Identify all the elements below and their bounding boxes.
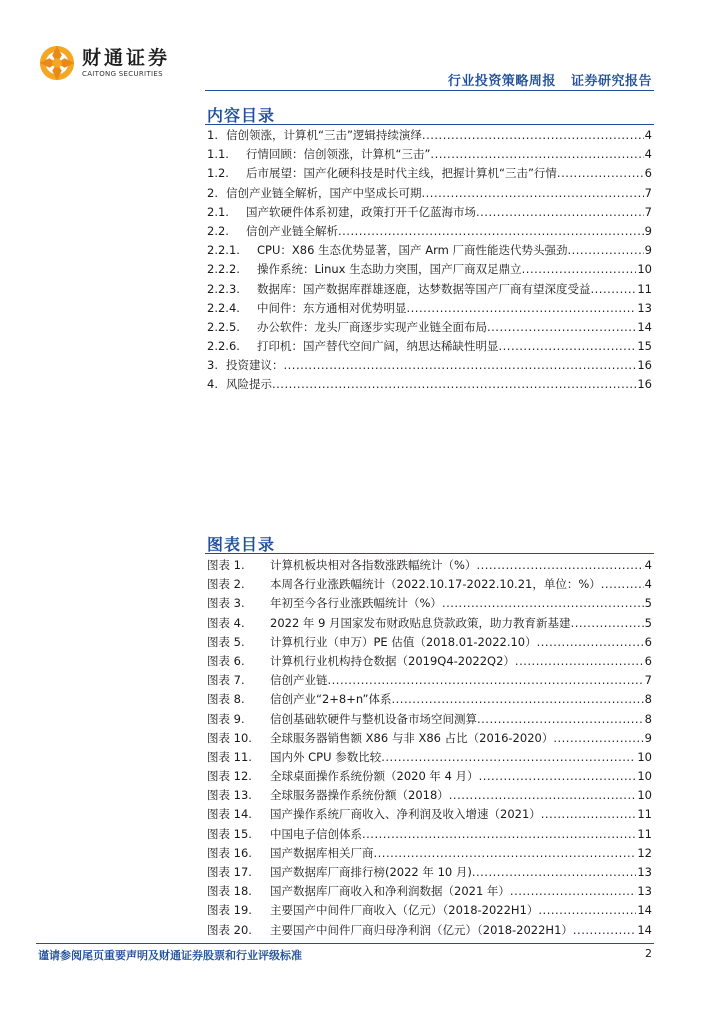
dot-leader bbox=[442, 594, 644, 613]
figure-entry[interactable] bbox=[207, 633, 652, 652]
toc-entry-page: 13 bbox=[637, 300, 652, 315]
toc-list bbox=[207, 126, 652, 395]
toc-entry-title: 中间件：东方通相对优势明显 bbox=[257, 300, 407, 315]
toc-entry-number: 2.2.4. bbox=[207, 300, 240, 315]
logo-english-name: CAITONG SECURITIES bbox=[82, 70, 163, 78]
toc-entry[interactable] bbox=[207, 145, 652, 164]
figure-title: 信创产业链 bbox=[270, 673, 328, 688]
dot-leader bbox=[541, 805, 637, 824]
toc-entry-title: 打印机：国产替代空间广阔，纳思达稀缺性明显 bbox=[257, 339, 499, 354]
figure-entry[interactable] bbox=[207, 575, 652, 594]
dot-leader bbox=[591, 280, 637, 299]
figure-title: 全球桌面操作系统份额（2020 年 4 月） bbox=[270, 769, 479, 784]
figure-entry[interactable] bbox=[207, 710, 652, 729]
toc-entry[interactable] bbox=[207, 280, 652, 299]
figure-title: 国内外 CPU 参数比较 bbox=[270, 749, 382, 764]
figure-title: 主要国产中间件厂商归母净利润（亿元）（2018-2022H1） bbox=[270, 922, 573, 937]
figure-number: 图表 13. bbox=[207, 788, 252, 803]
dot-leader bbox=[284, 356, 637, 375]
figure-entry[interactable] bbox=[207, 748, 652, 767]
figures-title: 图表目录 bbox=[207, 535, 276, 554]
toc-entry-page: 9 bbox=[644, 223, 652, 238]
toc-entry-title: 后市展望：国产化硬科技是时代主线，把握计算机“三击”行情 bbox=[246, 166, 557, 181]
figure-entry[interactable] bbox=[207, 614, 652, 633]
toc-entry-title: 风险提示 bbox=[226, 377, 272, 392]
dot-leader bbox=[328, 671, 644, 690]
dot-leader bbox=[477, 710, 644, 729]
figure-title: 计算机板块相对各指数涨跌幅统计（%） bbox=[270, 558, 477, 572]
figure-entry[interactable] bbox=[207, 921, 652, 940]
toc-entry-title: 操作系统：Linux 生态助力突围，国产厂商双足鼎立 bbox=[257, 262, 522, 277]
toc-entry[interactable] bbox=[207, 164, 652, 183]
dot-leader bbox=[499, 337, 637, 356]
dot-leader bbox=[422, 126, 644, 145]
figure-page-number: 5 bbox=[644, 615, 652, 630]
dot-leader bbox=[407, 299, 637, 318]
figure-title: 信创产业“2+8+n”体系 bbox=[270, 692, 392, 707]
toc-entry[interactable] bbox=[207, 203, 652, 222]
toc-entry[interactable] bbox=[207, 375, 652, 394]
dot-leader bbox=[430, 145, 643, 164]
toc-title: 内容目录 bbox=[207, 106, 276, 125]
toc-entry-number: 2. bbox=[207, 185, 218, 200]
figure-number: 图表 19. bbox=[207, 903, 252, 918]
figure-title: 信创基础软硬件与整机设备市场空间测算 bbox=[270, 711, 477, 726]
figure-entry[interactable] bbox=[207, 652, 652, 671]
toc-entry[interactable] bbox=[207, 299, 652, 318]
figure-page-number: 14 bbox=[637, 922, 652, 937]
figure-entry[interactable] bbox=[207, 690, 652, 709]
toc-entry-number: 1. bbox=[207, 128, 218, 142]
figure-page-number: 6 bbox=[644, 653, 652, 668]
toc-entry-page: 16 bbox=[637, 358, 652, 373]
header-divider bbox=[205, 90, 654, 91]
toc-entry-number: 3. bbox=[207, 358, 218, 373]
toc-entry[interactable] bbox=[207, 356, 652, 375]
figure-title: 本周各行业涨跌幅统计（2022.10.17-2022.10.21，单位：%） bbox=[270, 577, 601, 592]
dot-leader bbox=[476, 556, 643, 575]
figure-number: 图表 17. bbox=[207, 865, 252, 879]
toc-entry[interactable] bbox=[207, 222, 652, 241]
toc-entry-number: 1.1. bbox=[207, 147, 229, 162]
figure-number: 图表 4. bbox=[207, 615, 245, 630]
figure-number: 图表 5. bbox=[207, 634, 245, 649]
toc-entry-page: 4 bbox=[644, 147, 652, 162]
toc-entry-number: 2.2.3. bbox=[207, 281, 240, 296]
figure-entry[interactable] bbox=[207, 844, 652, 863]
figure-page-number: 9 bbox=[644, 730, 652, 745]
figure-page-number: 7 bbox=[644, 673, 652, 688]
figure-title: 主要国产中间件厂商收入（亿元）（2018-2022H1） bbox=[270, 903, 539, 918]
dot-leader bbox=[571, 614, 644, 633]
dot-leader bbox=[381, 748, 636, 767]
dot-leader bbox=[553, 729, 643, 748]
figure-page-number: 14 bbox=[637, 903, 652, 918]
toc-entry-page: 9 bbox=[644, 243, 652, 258]
toc-entry-number: 2.2.2. bbox=[207, 262, 240, 277]
figure-title: 计算机行业（申万）PE 估值（2018.01-2022.10） bbox=[270, 634, 537, 649]
figure-number: 图表 10. bbox=[207, 730, 252, 745]
dot-leader bbox=[272, 375, 636, 394]
page-number: 2 bbox=[645, 947, 652, 960]
footer-disclaimer: 谨请参阅尾页重要声明及财通证券股票和行业评级标准 bbox=[38, 949, 302, 962]
dot-leader bbox=[537, 633, 644, 652]
figure-page-number: 5 bbox=[644, 596, 652, 611]
dot-leader bbox=[567, 241, 643, 260]
figure-entry[interactable] bbox=[207, 671, 652, 690]
figure-page-number: 4 bbox=[644, 558, 652, 572]
figure-entry[interactable] bbox=[207, 901, 652, 920]
figure-entry[interactable] bbox=[207, 767, 652, 786]
figure-title: 中国电子信创体系 bbox=[270, 826, 362, 841]
figure-entry[interactable] bbox=[207, 825, 652, 844]
toc-entry[interactable] bbox=[207, 337, 652, 356]
figures-divider bbox=[205, 553, 654, 554]
figure-title: 2022 年 9 月国家发布财政贴息贷款政策，助力教育新基建 bbox=[270, 615, 571, 630]
figure-entry[interactable] bbox=[207, 882, 652, 901]
figure-entry[interactable] bbox=[207, 729, 652, 748]
figure-title: 国产数据库相关厂商 bbox=[270, 845, 374, 860]
toc-entry-page: 11 bbox=[637, 281, 652, 296]
dot-leader bbox=[601, 575, 644, 594]
figure-title: 国产数据库厂商收入和净利润数据（2021 年） bbox=[270, 884, 510, 899]
toc-entry-title: 国产软硬件体系初建，政策打开千亿蓝海市场 bbox=[246, 204, 476, 219]
figure-number: 图表 2. bbox=[207, 577, 245, 592]
figure-page-number: 4 bbox=[644, 577, 652, 592]
logo-chinese-name: 财通证券 bbox=[82, 47, 171, 69]
company-logo bbox=[38, 44, 170, 82]
dot-leader bbox=[538, 901, 636, 920]
figure-entry[interactable] bbox=[207, 786, 652, 805]
toc-entry-number: 2.2.6. bbox=[207, 339, 240, 354]
figure-page-number: 8 bbox=[644, 692, 652, 707]
toc-entry-title: 办公软件：龙头厂商逐步实现产业链全面布局 bbox=[257, 319, 487, 334]
toc-entry-title: 信创产业链全解析，国产中坚成长可期 bbox=[226, 185, 422, 200]
dot-leader bbox=[449, 786, 637, 805]
report-type: 行业投资策略周报 证券研究报告 bbox=[447, 74, 652, 89]
caitong-logo-icon bbox=[38, 44, 76, 82]
footer-divider bbox=[36, 943, 654, 944]
figure-page-number: 10 bbox=[637, 769, 652, 784]
figure-number: 图表 20. bbox=[207, 922, 252, 937]
figure-number: 图表 9. bbox=[207, 711, 245, 726]
dot-leader bbox=[515, 652, 644, 671]
figures-list bbox=[207, 556, 652, 940]
toc-divider bbox=[205, 124, 654, 125]
toc-entry-number: 4. bbox=[207, 377, 218, 392]
figure-page-number: 13 bbox=[637, 884, 652, 899]
figure-title: 国产操作系统厂商收入、净利润及收入增速（2021） bbox=[270, 807, 541, 822]
toc-entry-page: 15 bbox=[637, 339, 652, 354]
toc-entry-title: 信创领涨，计算机“三击”逻辑持续演绎 bbox=[226, 128, 422, 142]
figure-number: 图表 16. bbox=[207, 845, 252, 860]
dot-leader bbox=[374, 844, 637, 863]
toc-entry-title: CPU：X86 生态优势显著，国产 Arm 厂商性能迭代势头强劲 bbox=[257, 243, 568, 258]
figure-number: 图表 7. bbox=[207, 673, 245, 688]
toc-entry[interactable] bbox=[207, 318, 652, 337]
toc-entry-number: 2.2. bbox=[207, 223, 229, 238]
toc-entry-title: 投资建议： bbox=[226, 358, 284, 373]
figure-number: 图表 14. bbox=[207, 807, 252, 822]
dot-leader bbox=[362, 825, 636, 844]
figure-page-number: 10 bbox=[637, 749, 652, 764]
figure-page-number: 6 bbox=[644, 634, 652, 649]
figure-page-number: 11 bbox=[637, 807, 652, 822]
dot-leader bbox=[422, 184, 644, 203]
toc-entry-page: 7 bbox=[644, 204, 652, 219]
dot-leader bbox=[557, 164, 644, 183]
toc-entry[interactable] bbox=[207, 184, 652, 203]
figure-title: 全球服务器销售额 X86 与非 X86 占比（2016-2020） bbox=[270, 730, 554, 745]
figure-number: 图表 18. bbox=[207, 884, 252, 899]
toc-entry[interactable] bbox=[207, 126, 652, 145]
figure-entry[interactable] bbox=[207, 594, 652, 613]
dot-leader bbox=[487, 318, 636, 337]
figure-title: 计算机行业机构持仓数据（2019Q4-2022Q2） bbox=[270, 653, 515, 668]
dot-leader bbox=[510, 882, 636, 901]
figure-number: 图表 15. bbox=[207, 826, 252, 841]
figure-page-number: 11 bbox=[637, 826, 652, 841]
figure-number: 图表 12. bbox=[207, 769, 252, 784]
toc-entry-number: 2.2.5. bbox=[207, 319, 240, 334]
figure-number: 图表 8. bbox=[207, 692, 245, 707]
figure-number: 图表 3. bbox=[207, 596, 245, 611]
figure-title: 国产数据库厂商排行榜(2022 年 10 月) bbox=[270, 865, 472, 879]
figure-number: 图表 1. bbox=[207, 558, 245, 572]
dot-leader bbox=[522, 260, 637, 279]
figure-page-number: 13 bbox=[637, 865, 652, 879]
toc-entry[interactable] bbox=[207, 260, 652, 279]
toc-entry-title: 数据库：国产数据库群雄逐鹿，达梦数据等国产厂商有望深度受益 bbox=[257, 281, 591, 296]
toc-entry-page: 16 bbox=[637, 377, 652, 392]
toc-entry-number: 1.2. bbox=[207, 166, 229, 181]
toc-entry-number: 2.2.1. bbox=[207, 243, 240, 258]
figure-entry[interactable] bbox=[207, 556, 652, 575]
figure-number: 图表 6. bbox=[207, 653, 245, 668]
figure-page-number: 8 bbox=[644, 711, 652, 726]
toc-entry-page: 6 bbox=[644, 166, 652, 181]
toc-entry-page: 10 bbox=[637, 262, 652, 277]
figure-number: 图表 11. bbox=[207, 749, 252, 764]
figure-title: 年初至今各行业涨跌幅统计（%） bbox=[270, 596, 442, 611]
dot-leader bbox=[479, 767, 637, 786]
dot-leader bbox=[476, 203, 644, 222]
figure-title: 全球服务器操作系统份额（2018） bbox=[270, 788, 449, 803]
toc-entry-page: 14 bbox=[637, 319, 652, 334]
figure-entry[interactable] bbox=[207, 805, 652, 824]
toc-entry-title: 行情回顾：信创领涨，计算机“三击” bbox=[246, 147, 431, 162]
figure-entry[interactable] bbox=[207, 863, 652, 882]
toc-entry-page: 4 bbox=[644, 128, 652, 142]
dot-leader bbox=[472, 863, 637, 882]
toc-entry[interactable] bbox=[207, 241, 652, 260]
toc-entry-page: 7 bbox=[644, 185, 652, 200]
dot-leader bbox=[338, 222, 644, 241]
figure-page-number: 12 bbox=[637, 845, 652, 860]
toc-entry-number: 2.1. bbox=[207, 204, 229, 219]
figure-page-number: 10 bbox=[637, 788, 652, 803]
dot-leader bbox=[391, 690, 643, 709]
toc-entry-title: 信创产业链全解析 bbox=[246, 223, 338, 238]
dot-leader bbox=[573, 921, 636, 940]
